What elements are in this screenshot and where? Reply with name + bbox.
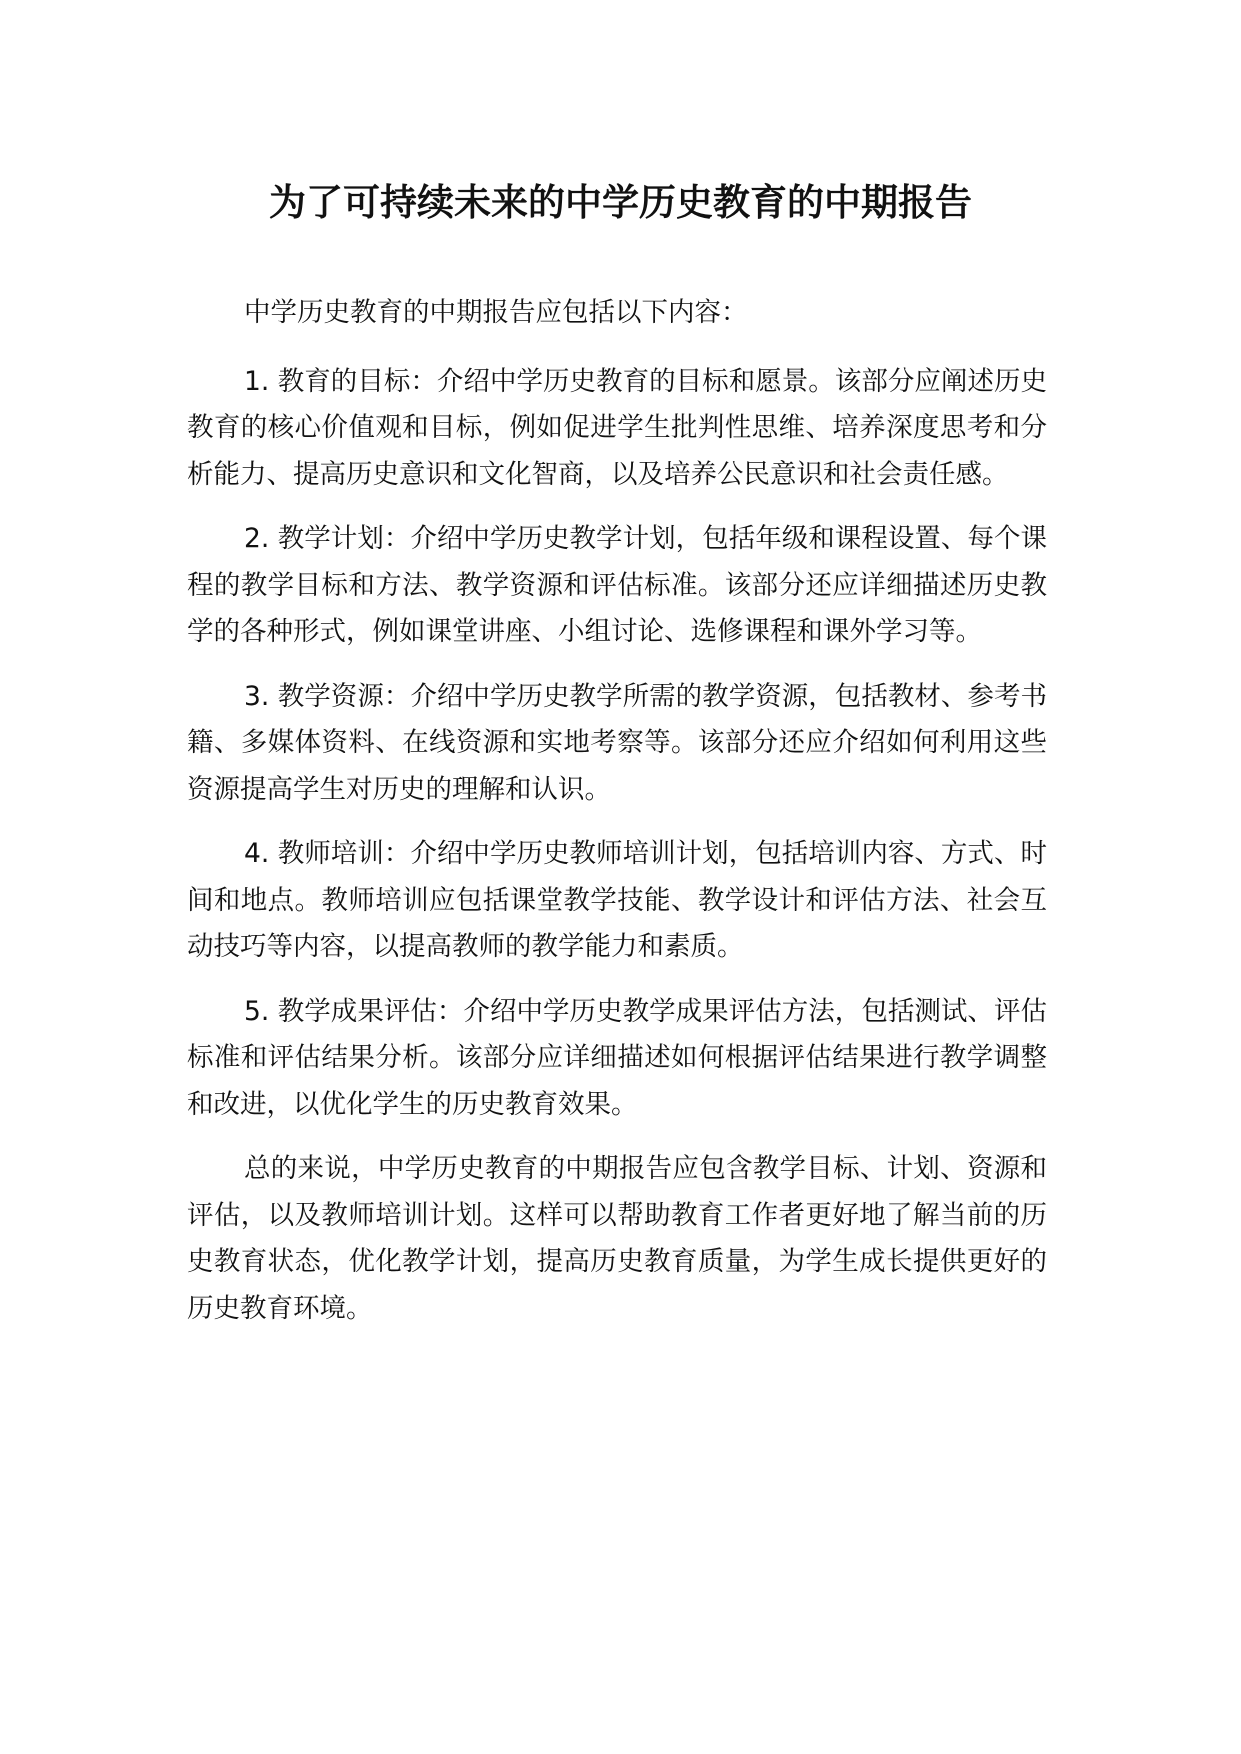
document-title: 为了可持续未来的中学历史教育的中期报告 (269, 181, 972, 224)
section-paragraph-resources: 3. 教学资源：介绍中学历史教学所需的教学资源，包括教材、参考书籍、多媒体资料、在线资源和实地考察等。该部分还应介绍如何利用这些资源提高学生对历史的理解和认识。 (187, 680, 1047, 805)
section-paragraph-plan: 2. 教学计划：介绍中学历史教学计划，包括年级和课程设置、每个课程的教学目标和方法、教学资源和评估标准。该部分还应详细描述历史教学的各种形式，例如课堂讲座、小组讨论、选修课程和课外学习等。 (187, 523, 1047, 647)
section-paragraph-training: 4. 教师培训：介绍中学历史教师培训计划，包括培训内容、方式、时间和地点。教师培训应包括课堂教学技能、教学设计和评估方法、社会互动技巧等内容，以提高教师的教学能力和素质。 (187, 838, 1047, 962)
conclusion-paragraph: 总的来说，中学历史教育的中期报告应包含教学目标、计划、资源和评估，以及教师培训计划。这样可以帮助教育工作者更好地了解当前的历史教育状态，优化教学计划，提高历史教育质量，为学生成长提供更好的历史教育环境。 (187, 1153, 1047, 1324)
intro-paragraph: 中学历史教育的中期报告应包括以下内容： (244, 297, 748, 328)
section-paragraph-assessment: 5. 教学成果评估：介绍中学历史教学成果评估方法，包括测试、评估标准和评估结果分析。该部分应详细描述如何根据评估结果进行教学调整和改进，以优化学生的历史教育效果。 (187, 995, 1047, 1120)
section-paragraph-goals: 1. 教育的目标：介绍中学历史教育的目标和愿景。该部分应阐述历史教育的核心价值观和目标，例如促进学生批判性思维、培养深度思考和分析能力、提高历史意识和文化智商，以及培养公民意识和社会责任感。 (187, 365, 1047, 490)
document-body (187, 290, 1047, 1350)
